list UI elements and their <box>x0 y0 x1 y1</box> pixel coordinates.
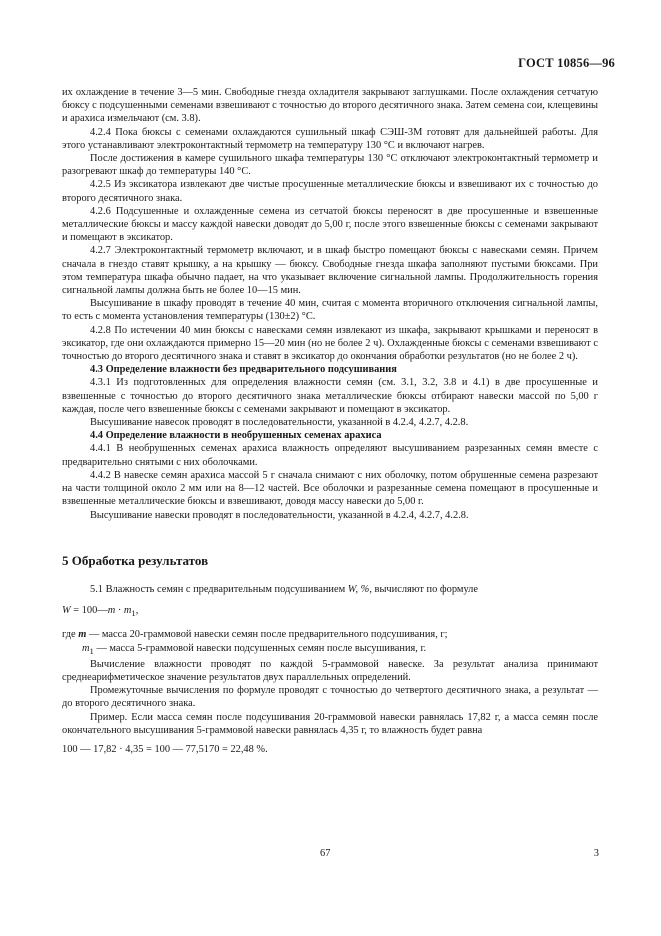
paragraph-4-2-7: 4.2.7 Электроконтактный термометр включают, и в шкаф быстро помещают бюксы с навесками семян. Причем сначала в гнездо ставят крышку, а на крышку — бюксу. Свободные гнезда шкафа заполняют пустыми бюксами. При этом температура шкафа обычно падает, на что указывает включение сигнальной лампы. Продолжительность горения сигнальной лампы должна быть не более 10—15 мин. <box>62 245 598 297</box>
footer-sheet-number: 67 <box>320 848 331 859</box>
moisture-formula: W = 100—m · $m_1$, <box>62 605 139 619</box>
subsection-heading-4-3: 4.3 Определение влажности без предварительного подсушивания <box>90 364 397 376</box>
paragraph-4-3-1: 4.3.1 Из подготовленных для определения влажности семян (см. 3.1, 3.2, 3.8 и 4.1) в две просушенные и взвешенные с точностью до второго десятичного знака металлические бюксы отбирают навески массой по 5,00 г каждая, после чего взвешенные бюксы с семенами закрывают и помещают в эксикатор. <box>62 377 598 415</box>
footer-page-number: 3 <box>593 848 599 859</box>
paragraph: Промежуточные вычисления по формуле проводят с точностью до четвертого десятичного знака, а результат — до второго десятичного знака. <box>62 685 598 710</box>
paragraph-4-2-6: 4.2.6 Подсушенные и охлажденные семена из сетчатой бюксы переносят в две просушенные и взвешенные металлические бюксы и массу каждой навески доводят до 5,00 г, после этого взвешенные бюксы с семенами закрывают и помещают в эксикатор. <box>62 205 598 244</box>
paragraph: Высушивание навески проводят в последовательности, указанной в 4.2.4, 4.2.7, 4.2.8. <box>90 509 469 521</box>
example-calculation: 100 — 17,82 · 4,35 = 100 — 77,5170 = 22,48 %. <box>62 744 268 756</box>
paragraph: их охлаждение в течение 3—5 мин. Свободные гнезда охладителя закрывают заглушками. После охлаждения сетчатую бюксу с подсушенными семенами взвешивают с точностью до второго десятичного знака. Затем семена сои, клещевины и арахиса измельчают (см. 3.8). <box>62 87 598 125</box>
subsection-heading-4-4: 4.4 Определение влажности в необрушенных семенах арахиса <box>90 430 382 442</box>
paragraph-example: Пример. Если масса семян после подсушивания 20-граммовой навески равнялась 17,82 г, а масса семян после окончательного высушивания 5-граммовой навески равнялась 4,35 г, то влажность будет равна <box>62 711 598 736</box>
standard-code-header: ГОСТ 10856—96 <box>518 56 615 70</box>
section-heading-5: 5 Обработка результатов <box>62 552 209 568</box>
formula-definition-m: где m — масса 20-граммовой навески семян после предварительного подсушивания, г; <box>62 629 448 641</box>
formula-definition-m1: $m_1$ — масса 5-граммовой навески подсушенных семян после высушивания, г. <box>82 642 427 656</box>
paragraph-4-4-2: 4.4.2 В навеске семян арахиса массой 5 г сначала снимают с них оболочку, потом обрушенные семена разрезают на части толщиной около 2 мм или на 8—12 частей. Все оболочки и разрезанные семена помещают в просушенные и взвешенные металлические бюксы и взвешивают, доводя массу навески до 5,00 г. <box>62 469 598 508</box>
paragraph: Высушивание навесок проводят в последовательности, указанной в 4.2.4, 4.2.7, 4.2.8. <box>90 417 469 429</box>
document-body <box>62 86 598 756</box>
paragraph-4-4-1: 4.4.1 В необрушенных семенах арахиса влажность определяют высушиванием разрезанных семян вместе с предварительно снятыми с них оболочками. <box>62 443 598 468</box>
paragraph: После достижения в камере сушильного шкафа температуры 130 °С отключают электроконтактный термометр и разогревают шкаф до температуры 140 °С. <box>62 153 598 178</box>
paragraph-5-1: 5.1 Влажность семян с предварительным подсушиванием W, %, вычисляют по формуле <box>90 583 478 595</box>
paragraph: Вычисление влажности проводят по каждой 5-граммовой навеске. За результат анализа принимают среднеарифметическое значение результатов двух параллельных определений. <box>62 658 598 684</box>
paragraph-4-2-5: 4.2.5 Из эксикатора извлекают две чистые просушенные металлические бюксы и взвешивают их с точностью до второго десятичного знака. <box>62 179 598 204</box>
paragraph-4-2-4: 4.2.4 Пока бюксы с семенами охлаждаются сушильный шкаф СЭШ-3М готовят для дальнейшей работы. Для этого устанавливают электроконтактный термометр на температуру 130 °С и включают нагрев. <box>62 126 598 151</box>
paragraph: Высушивание в шкафу проводят в течение 40 мин, считая с момента вторичного отключения сигнальной лампы, то есть с момента установления температуры (130±2) °С. <box>62 298 598 323</box>
paragraph-4-2-8: 4.2.8 По истечении 40 мин бюксы с навесками семян извлекают из шкафа, закрывают крышками и переносят в эксикатор, где они охлаждаются примерно 15—20 мин (но не более 2 ч). Охлажденные бюксы с семенами взвешивают с точностью до второго десятичного знака и ставят в эксикатор до окончания обработки результатов (но не более 2 ч). <box>62 324 598 363</box>
